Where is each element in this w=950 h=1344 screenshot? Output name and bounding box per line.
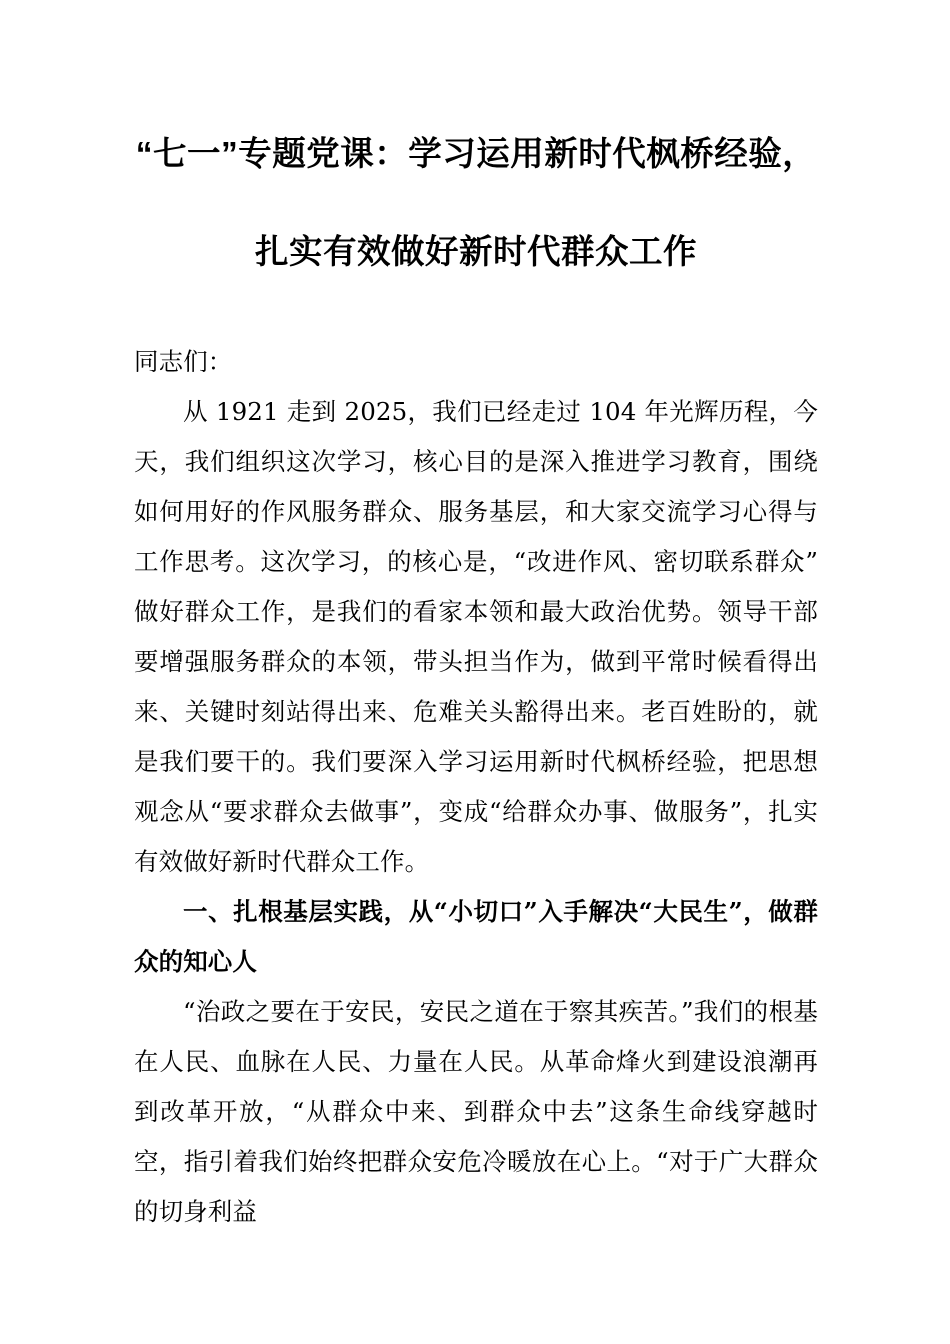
document-content	[134, 0, 818, 1237]
paragraph-section-one-body: “治政之要在于安民，安民之道在于察其疾苦。”我们的根基在人民、血脉在人民、力量在人民。从革命烽火到建设浪潮再到改革开放，“从群众中来、到群众中去”这条生命线穿越时空，指引着我们始终把群众安危冷暖放在心上。“对于广大群众的切身利益	[134, 997, 818, 1226]
document-body	[134, 302, 818, 1237]
page-title: “七一”专题党课：学习运用新时代枫桥经验，扎实有效做好新时代群众工作	[135, 136, 817, 271]
paragraph-opening: 从 1921 走到 2025，我们已经走过 104 年光辉历程，今天，我们组织这次学习，核心目的是深入推进学习教育，围绕如何用好的作风服务群众、服务基层，和大家交流学习心得与工作思考。这次学习，的核心是，“改进作风、密切联系群众”做好群众工作，是我们的看家本领和最大政治优势。领导干部要增强服务群众的本领，带头担当作为，做到平常时候看得出来、关键时刻站得出来、危难关头豁得出来。老百姓盼的，就是我们要干的。我们要深入学习运用新时代枫桥经验，把思想观念从“要求群众去做事”，变成“给群众办事、做服务”，扎实有效做好新时代群众工作。	[134, 397, 818, 876]
section-heading-one: 一、扎根基层实践，从“小切口”入手解决“大民生”，做群众的知心人	[134, 897, 818, 976]
salutation: 同志们：	[134, 347, 233, 376]
